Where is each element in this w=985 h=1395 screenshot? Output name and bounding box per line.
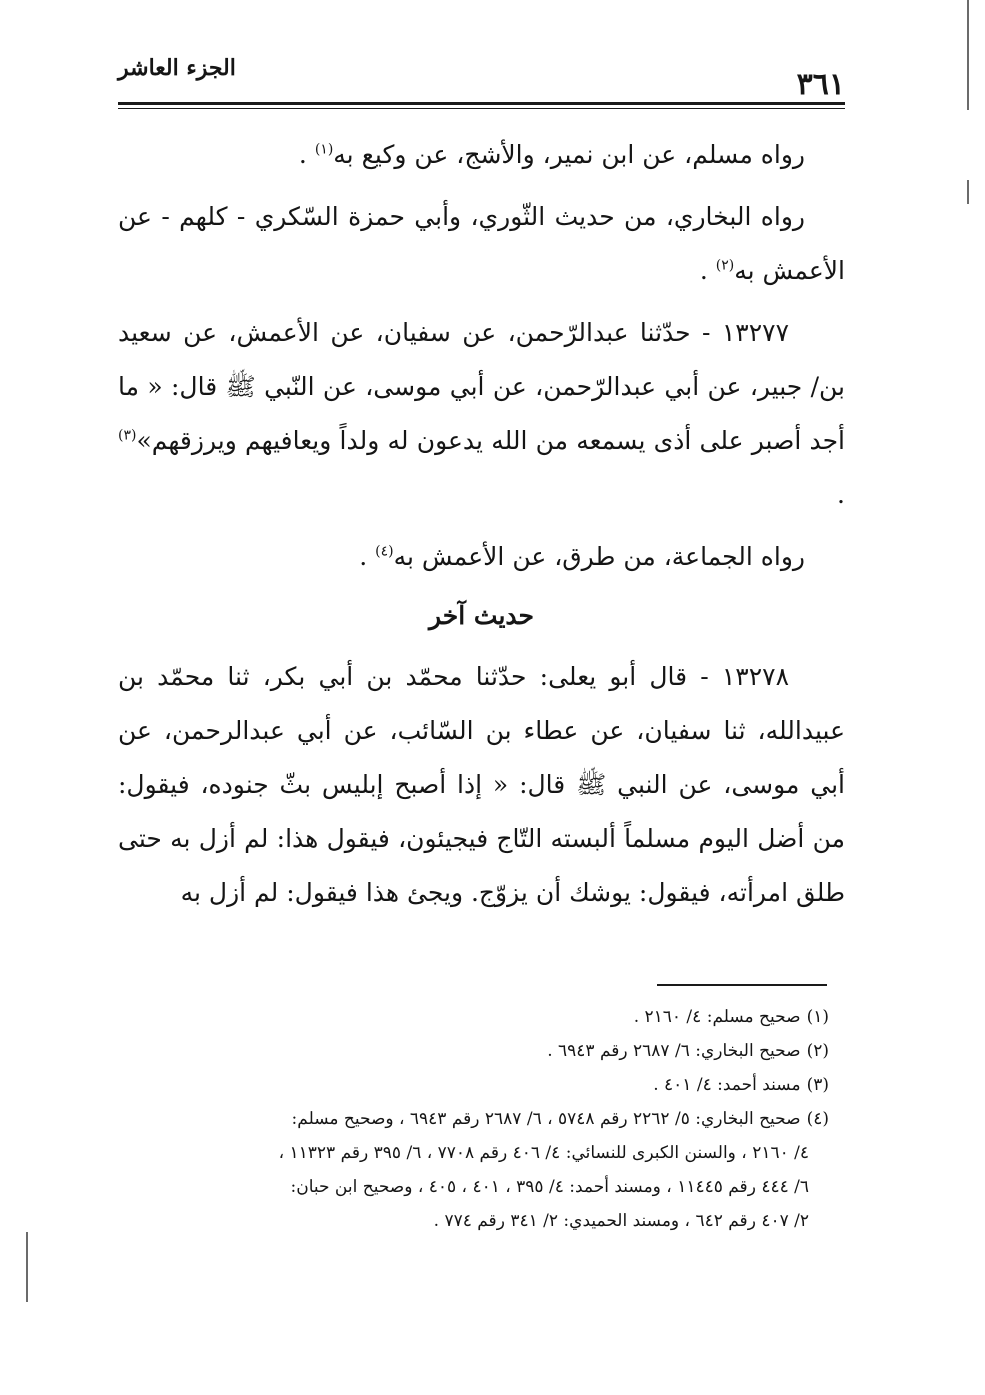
paragraph-2-text: رواه البخاري، من حديث الثّوري، وأبي حمزة السّكري - كلهم - عن الأعمش به xyxy=(118,202,845,285)
footnote-1-text: صحيح مسلم: ٤/ ٢١٦٠ . xyxy=(633,1007,801,1027)
paragraph-1-text: رواه مسلم، عن ابن نمير، والأشج، عن وكيع به xyxy=(333,140,805,169)
footnote-1 xyxy=(118,1000,829,1034)
running-title: الجزء العاشر xyxy=(118,55,236,81)
hadith-13277 xyxy=(118,306,845,522)
page-header xyxy=(118,52,845,102)
scan-edge-mark xyxy=(967,0,969,110)
footnote-3 xyxy=(118,1068,829,1102)
paragraph-1 xyxy=(118,128,845,182)
footnote-4-number: (٤) xyxy=(806,1109,829,1129)
scan-edge-mark xyxy=(967,180,969,204)
header-rule-thin xyxy=(118,108,845,109)
header-rule-thick xyxy=(118,102,845,105)
footnote-4-line-4: ٢/ ٤٠٧ رقم ٦٤٢ ، ومسند الحميدي: ٢/ ٣٤١ رقم ٧٧٤ . xyxy=(433,1211,809,1231)
paragraph-4 xyxy=(118,530,845,584)
paragraph-4-text: رواه الجماعة، من طرق، عن الأعمش به xyxy=(393,542,805,571)
paragraph-2 xyxy=(118,190,845,298)
paragraph-1-end: . xyxy=(298,140,315,169)
section-heading: حديث آخر xyxy=(429,601,534,630)
paragraph-2-end: . xyxy=(699,256,716,285)
footnote-3-text: مسند أحمد: ٤/ ٤٠١ . xyxy=(653,1075,801,1095)
hadith-13277-end: . xyxy=(837,480,845,509)
footnote-2-number: (٢) xyxy=(806,1041,829,1061)
hadith-13278-text: ١٣٢٧٨ - قال أبو يعلى: حدّثنا محمّد بن أبي بكر، ثنا محمّد بن عبيدالله، ثنا سفيان، عن عطاء بن السّائب، عن أبي عبدالرحمن، عن أبي موسى، عن النبي ﷺ قال: « إذا أصبح إبليس بثّ جنوده، فيقول: من أضل اليوم مسلماً ألبسته التّاج فيجيئون، فيقول هذا: لم أزل به حتى طلق امرأته، فيقول: يوشك أن يزوّج. ويجئ هذا فيقول: لم أزل به xyxy=(118,662,845,907)
footnote-4-text: صحيح البخاري: ٥/ ٢٢٦٢ رقم ٥٧٤٨ ، ٦/ ٢٦٨٧ رقم ٦٩٤٣ ، وصحيح مسلم: xyxy=(291,1109,801,1129)
footnotes xyxy=(118,1000,829,1238)
footnote-ref-3: (٣) xyxy=(118,427,137,444)
page-number: ٣٦١ xyxy=(796,67,845,102)
footnote-4-line-2: ٤/ ٢١٦٠ ، والسنن الكبرى للنسائي: ٤/ ٤٠٦ رقم ٧٧٠٨ ، ٦/ ٣٩٥ رقم ١١٣٢٣ ، xyxy=(278,1143,809,1163)
footnote-2-text: صحيح البخاري: ٦/ ٢٦٨٧ رقم ٦٩٤٣ . xyxy=(547,1041,801,1061)
footnote-2 xyxy=(118,1034,829,1068)
hadith-13278 xyxy=(118,650,845,920)
footnote-4 xyxy=(118,1102,829,1136)
footnote-separator xyxy=(657,984,827,986)
hadith-13277-text: ١٣٢٧٧ - حدّثنا عبدالرّحمن، عن سفيان، عن الأعمش، عن سعيد بن/ جبير، عن أبي عبدالرّحمن، عن أبي موسى، عن النّبي ﷺ قال: « ما أجد أصبر على أذى يسمعه من الله يدعون له ولداً ويعافيهم ويرزقهم» xyxy=(118,318,845,455)
footnote-1-number: (١) xyxy=(806,1007,829,1027)
footnote-4-line-3: ٦/ ٤٤٤ رقم ١١٤٤٥ ، ومسند أحمد: ٤/ ٣٩٥ ، ٤٠١ ، ٤٠٥ ، وصحيح ابن حبان: xyxy=(290,1177,809,1197)
scan-edge-mark xyxy=(26,1232,28,1302)
footnote-ref-4: (٤) xyxy=(375,543,394,560)
main-text xyxy=(118,128,845,928)
footnote-3-number: (٣) xyxy=(806,1075,829,1095)
footnote-ref-1: (١) xyxy=(314,141,334,158)
paragraph-4-end: . xyxy=(359,542,376,571)
footnote-ref-2: (٢) xyxy=(715,257,735,274)
